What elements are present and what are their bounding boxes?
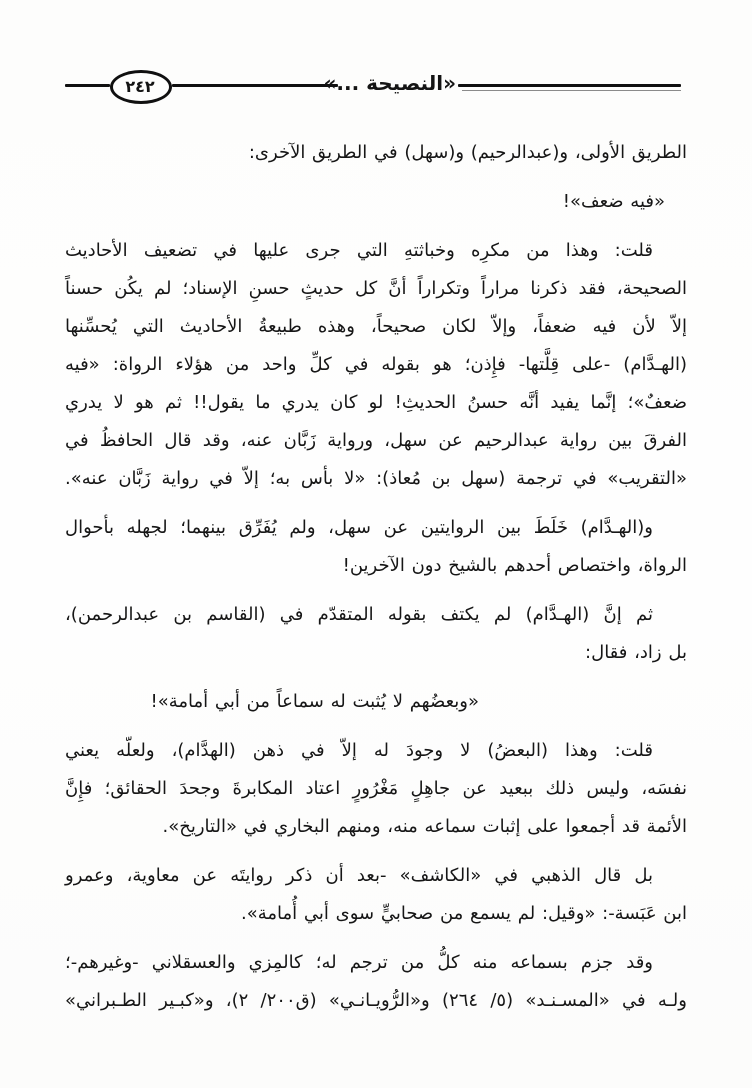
text-line: ولـه في «المسـنـد» (٥/ ٢٦٤) و«الرُّويـانـي» (ق٢٠٠/ ٢)، و«كبـير الطـبراني» (65, 990, 687, 1011)
header-rule-middle (172, 84, 338, 87)
text-line: ابن عَبَسة-: «وقيل: لم يسمع من صحابيٍّ سوى أبي أُمامة». (241, 903, 687, 924)
para-continuation (65, 134, 687, 172)
text-line: الرواة، واختصاص أحدهم بالشيخ دون الآخرين! (342, 555, 687, 576)
page-number-badge (110, 70, 172, 104)
quote-fihi-daf (65, 183, 687, 221)
para-dhahabi (65, 857, 687, 933)
text-line: قلت: وهذا من مكرِه وخباثتهِ التي جرى عليها في تضعيف الأحاديث (65, 240, 653, 261)
quote-baduhum (65, 683, 687, 721)
text-line: الصحيحة، فقد ذكرنا مراراً وتكراراً أنَّ كل حديثٍ حسنِ الإسناد؛ لم يكُن حسناً (65, 278, 687, 299)
text-line: نفسَه، وليس ذلك ببعيد عن جاهِلٍ مَغْرُورٍ اعتاد المكابرةَ وجحدَ الحقائق؛ فإِنَّ (65, 778, 687, 799)
para-thumma (65, 596, 687, 672)
text-line: الأئمة قد أجمعوا على إثبات سماعه منه، ومنهم البخاري في «التاريخ». (162, 816, 687, 837)
text-line: (الهـدَّام) -على قِلَّتها- فإِذن؛ هو بقوله في كلِّ واحد من هؤلاء الرواة: «فيه (65, 354, 687, 375)
page-number: ٢٤٢ (125, 76, 155, 96)
text-line: بل قال الذهبي في «الكاشف» -بعد أن ذكر روايتَه عن معاوية، وعمرو (65, 865, 653, 886)
text-line: قلت: وهذا (البعضُ) لا وجودَ له إلاّ في ذهن (الهدَّام)، ولعلّه يعني (65, 740, 653, 761)
para-khalat (65, 509, 687, 585)
text-line: «التقريب» في ترجمة (سهل بن مُعاذ): «لا بأس به؛ إلاّ في رواية زَبَّان عنه». (65, 468, 687, 489)
header-rule-left (65, 84, 110, 87)
para-qultu-1 (65, 232, 687, 498)
header-rule-right (458, 84, 681, 87)
text-line: ثم إنَّ (الهـدَّام) لم يكتف بقوله المتقدّم في (القاسم بن عبدالرحمن)، (65, 604, 653, 625)
text-line: بل زاد، فقال: (585, 642, 687, 663)
text-line: و(الهـدَّام) خَلَطَ بين الروايتين عن سهل، ولم يُفَرِّق بينهما؛ لجهله بأحوال (65, 517, 653, 538)
text-line: الفرقَ بين رواية عبدالرحيم عن سهل، ورواية زَبَّان عنه، وقد قال الحافظُ في (65, 430, 687, 451)
para-qultu-2 (65, 732, 687, 846)
page-header (0, 0, 752, 128)
para-jazama (65, 944, 687, 1020)
text-line: وقد جزم بسماعه منه كلُّ من ترجم له؛ كالمِزي والعسقلاني -وغيرهم-؛ (65, 952, 653, 973)
text-line: الطريق الأولى، و(عبدالرحيم) و(سهل) في الطريق الآخرى: (248, 142, 687, 163)
text-line: ضعفٌ»؛ إنَّما يفيد أنَّه حسنُ الحديثِ! لو كان يدري ما يقول!! ثم هو لا يدري (65, 392, 687, 413)
text-column (0, 128, 752, 1020)
page-title: «النصيحة ...» (323, 71, 456, 95)
text-line: «فيه ضعف»! (562, 191, 665, 212)
header-rule-shadow (462, 90, 681, 91)
text-line: إلاّ لأن فيه ضعفاً، وإلاّ لكان صحيحاً، وهذه طبيعةُ الأحاديث التي يُحسِّنها (65, 316, 687, 337)
text-line: «وبعضُهم لا يُثبت له سماعاً من أبي أمامة»! (150, 691, 479, 712)
